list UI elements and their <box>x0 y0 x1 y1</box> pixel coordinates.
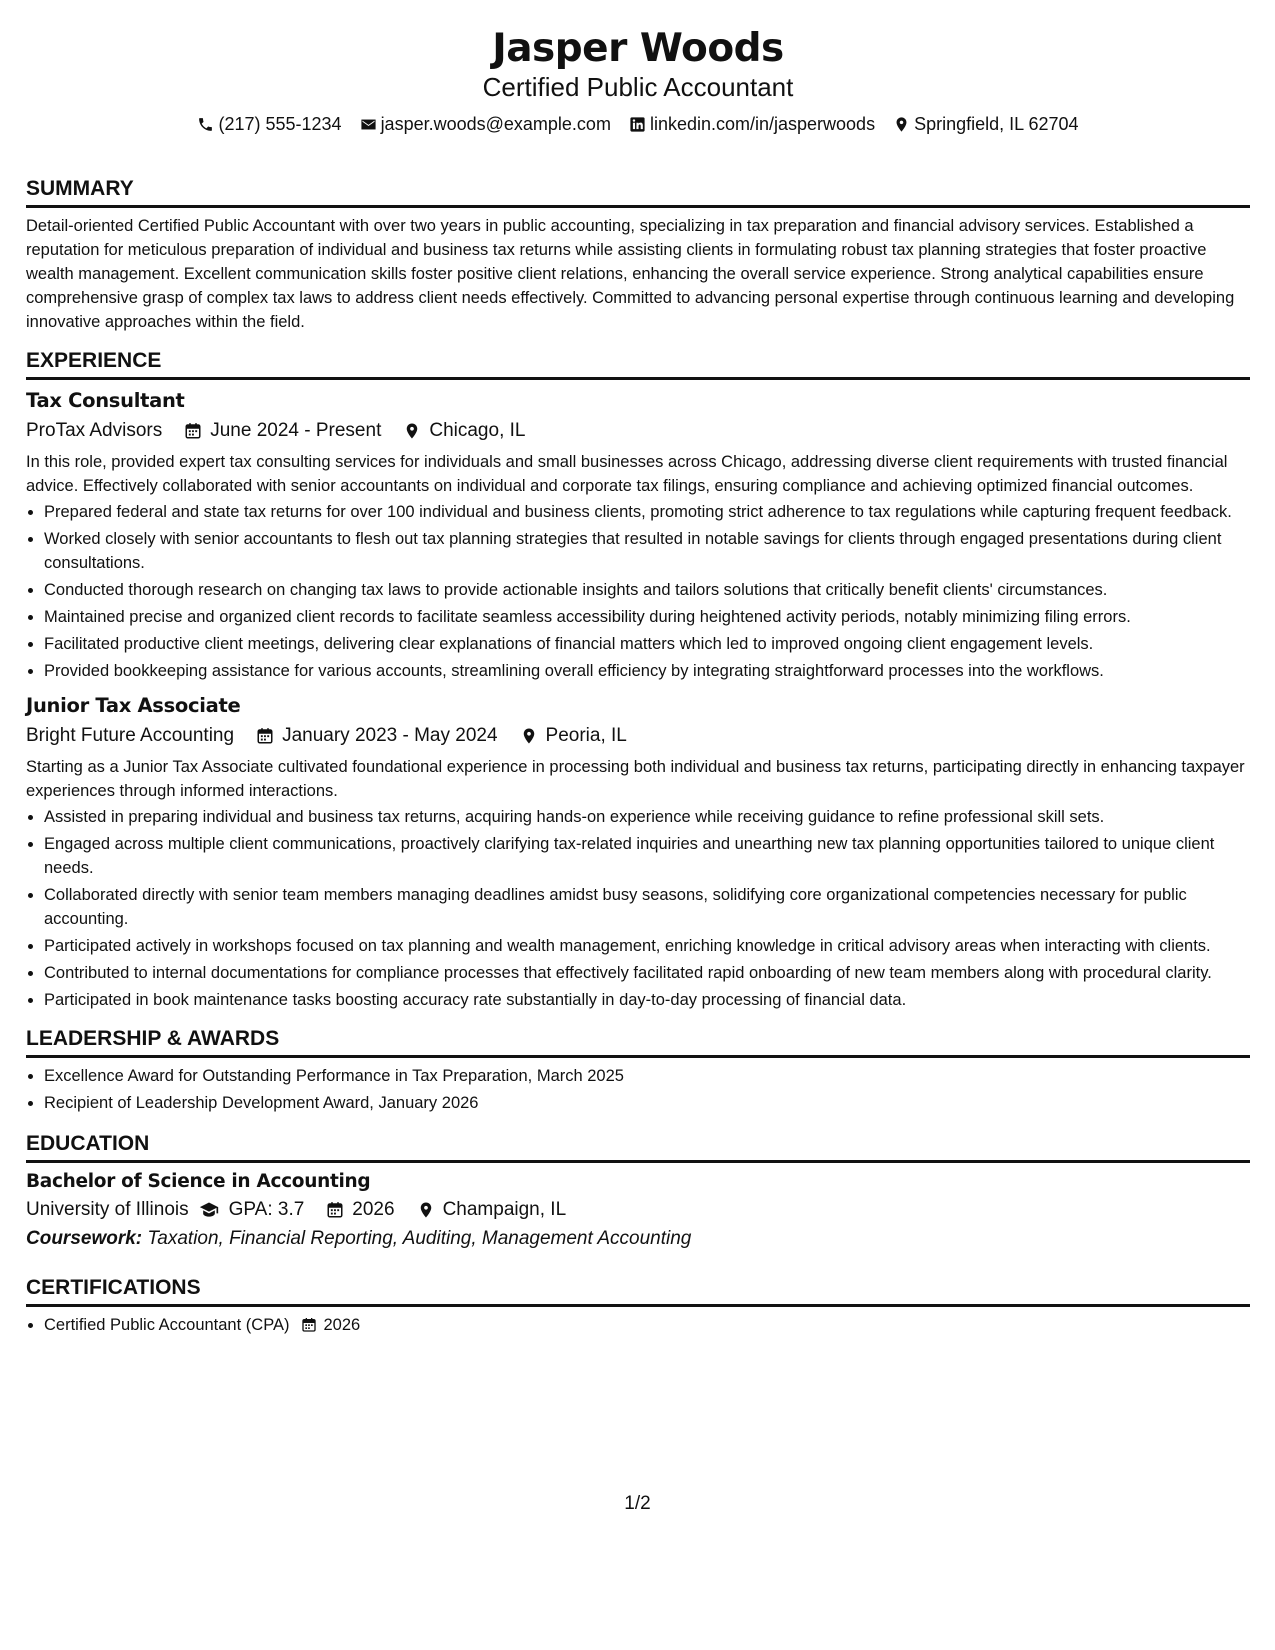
education-location: Champaign, IL <box>442 1199 567 1220</box>
certification-year: 2026 <box>323 1316 361 1334</box>
job-dates: June 2024 - Present <box>210 420 382 441</box>
job-bullets <box>26 500 1250 683</box>
list-item: • Contributed to internal documentations for compliance processes that effectively facilitated rapid onboarding of new team members along with procedural clarity. <box>44 961 1250 985</box>
contact-info <box>26 112 1250 136</box>
coursework <box>26 1225 1250 1253</box>
list-item: • Collaborated directly with senior team members managing deadlines amidst busy seasons, solidifying core organizational competencies necessary for public accounting. <box>44 883 1250 931</box>
contact-location <box>893 112 1078 136</box>
coursework-list: Taxation, Financial Reporting, Auditing, Management Accounting <box>147 1228 692 1249</box>
coursework-label: Coursework: <box>26 1228 143 1249</box>
list-item <box>44 1313 1250 1337</box>
list-item: • Facilitated productive client meetings, delivering clear explanations of financial matters which led to improved ongoing client engagement levels. <box>44 632 1250 656</box>
degree-title: Bachelor of Science in Accounting <box>26 1171 371 1192</box>
list-item: • Recipient of Leadership Development Award, January 2026 <box>44 1091 1250 1115</box>
company-name: Bright Future Accounting <box>26 725 235 746</box>
linkedin-icon <box>629 116 646 133</box>
list-item: • Assisted in preparing individual and business tax returns, acquiring hands-on experience while receiving guidance to refine professional skill sets. <box>44 805 1250 829</box>
leadership-list <box>26 1064 1250 1115</box>
education-meta <box>26 1197 1250 1223</box>
candidate-name: Jasper Woods <box>492 26 784 71</box>
list-item: • Worked closely with senior accountants to flesh out tax planning strategies that resulted in notable savings for clients through engaged presentations during client consultations. <box>44 527 1250 575</box>
education-heading: EDUCATION <box>26 1131 1250 1163</box>
job-location: Chicago, IL <box>429 420 526 441</box>
map-pin-icon <box>417 1201 435 1219</box>
graduation-cap-icon <box>197 1200 221 1220</box>
job-bullets <box>26 805 1250 1012</box>
calendar-icon <box>184 422 202 440</box>
resume-page <box>26 0 1250 1340</box>
list-item: • Participated in book maintenance tasks boosting accuracy rate substantially in day-to-day processing of financial data. <box>44 988 1250 1012</box>
candidate-title: Certified Public Accountant <box>482 72 794 102</box>
job-meta <box>26 418 1250 444</box>
calendar-icon <box>301 1317 317 1333</box>
map-pin-icon <box>403 422 421 440</box>
job-description: In this role, provided expert tax consulting services for individuals and small businesses across Chicago, addressing diverse client requirements with trusted financial advice. Effectively collaborated with senior accountants on individual and corporate tax filings, ensuring compliance and achieving optimized financial outcomes. <box>26 453 1228 495</box>
job-location: Peoria, IL <box>545 725 627 746</box>
envelope-icon <box>360 116 377 133</box>
list-item: • Conducted thorough research on changing tax laws to provide actionable insights and tailors solutions that critically benefit clients' circumstances. <box>44 578 1250 602</box>
phone-number: (217) 555-1234 <box>218 114 342 134</box>
leadership-heading: LEADERSHIP & AWARDS <box>26 1026 1250 1058</box>
job-dates: January 2023 - May 2024 <box>282 725 498 746</box>
company-name: ProTax Advisors <box>26 420 163 441</box>
certifications-list <box>26 1313 1250 1337</box>
resume-header <box>26 26 1250 136</box>
email-address[interactable]: jasper.woods@example.com <box>380 114 611 134</box>
job-title: Junior Tax Associate <box>26 694 241 717</box>
list-item: • Prepared federal and state tax returns for over 100 individual and business clients, promoting strict adherence to tax regulations while capturing frequent feedback. <box>44 500 1250 524</box>
summary-heading: SUMMARY <box>26 176 1250 208</box>
list-item: • Provided bookkeeping assistance for various accounts, streamlining overall efficiency by integrating straightforward processes into the workflows. <box>44 659 1250 683</box>
page-number: 1/2 <box>624 1493 651 1514</box>
graduation-year: 2026 <box>352 1199 395 1220</box>
list-item: • Participated actively in workshops focused on tax planning and wealth management, enriching knowledge in critical advisory areas when interacting with clients. <box>44 934 1250 958</box>
job-entry <box>26 388 1250 683</box>
school-name: University of Illinois <box>26 1199 189 1220</box>
linkedin-url[interactable]: linkedin.com/in/jasperwoods <box>649 114 876 134</box>
job-title: Tax Consultant <box>26 389 185 412</box>
certifications-heading: CERTIFICATIONS <box>26 1275 1250 1307</box>
map-pin-icon <box>893 116 910 133</box>
job-description: Starting as a Junior Tax Associate cultivated foundational experience in processing both individual and business tax returns, participating directly in enhancing taxpayer experiences through informed interactions. <box>26 758 1245 800</box>
contact-linkedin[interactable] <box>629 112 875 136</box>
experience-heading: EXPERIENCE <box>26 348 1250 380</box>
job-entry <box>26 693 1250 1012</box>
list-item: • Engaged across multiple client communications, proactively clarifying tax-related inquiries and unearthing new tax planning opportunities tailored to unique client needs. <box>44 832 1250 880</box>
list-item: • Maintained precise and organized client records to facilitate seamless accessibility during heightened activity periods, notably minimizing filing errors. <box>44 605 1250 629</box>
summary-text: Detail-oriented Certified Public Accountant with over two years in public accounting, specializing in tax preparation and financial advisory services. Established a reputation for meticulous preparation of individual and business tax returns while assisting clients in formulating robust tax planning strategies that foster proactive wealth management. Excellent communication skills foster positive client relations, enhancing the overall service experience. Strong analytical capabilities ensure comprehensive grasp of complex tax laws to address client needs effectively. Committed to advancing personal expertise through continuous learning and developing innovative approaches within the field. <box>26 217 1235 331</box>
phone-icon <box>197 116 214 133</box>
list-item: • Excellence Award for Outstanding Performance in Tax Preparation, March 2025 <box>44 1064 1250 1088</box>
job-meta <box>26 723 1250 749</box>
calendar-icon <box>326 1201 344 1219</box>
contact-phone <box>197 112 341 136</box>
contact-email[interactable] <box>360 112 611 136</box>
gpa-value: GPA: 3.7 <box>228 1199 305 1220</box>
location-text: Springfield, IL 62704 <box>914 114 1079 134</box>
certification-name: • Certified Public Accountant (CPA) <box>44 1316 290 1334</box>
map-pin-icon <box>520 727 538 745</box>
calendar-icon <box>256 727 274 745</box>
